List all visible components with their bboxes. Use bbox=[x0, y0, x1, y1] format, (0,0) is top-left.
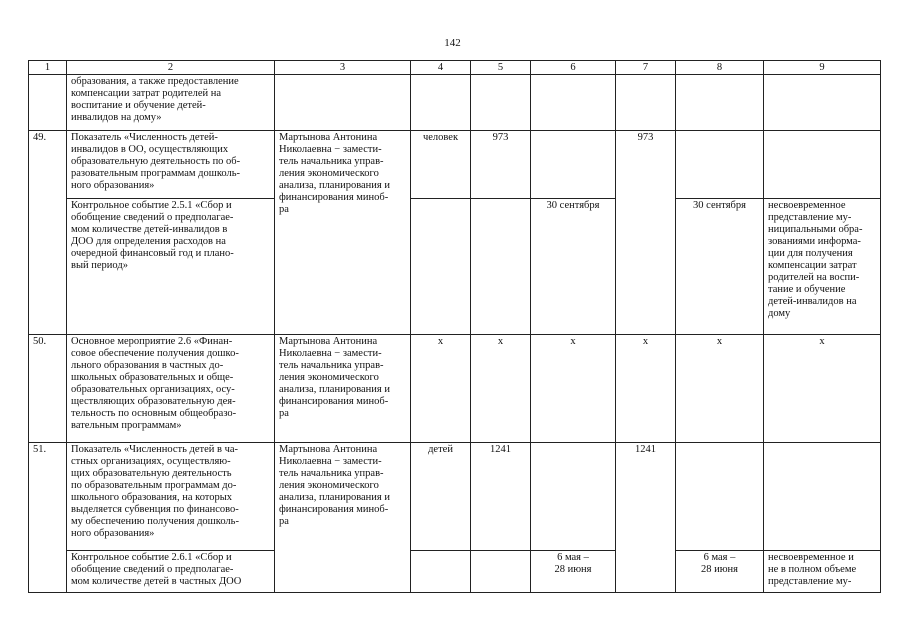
event-text: Контрольное событие 2.6.1 «Сбор и обобщение сведений о предполагае- мом количестве детей в частных ДОО bbox=[71, 552, 242, 587]
date-fact-cell bbox=[676, 131, 764, 199]
table-row bbox=[29, 131, 881, 199]
responsible-cell bbox=[275, 75, 411, 131]
plan-cell: 973 bbox=[471, 131, 531, 199]
note-cell bbox=[764, 443, 881, 551]
row-number-cell: 49. bbox=[29, 131, 67, 335]
indicator-text: Показатель «Численность детей в ча- стных организациях, осуществляю- щих образовательную деятельность по образовательным программам до- школьного образования, на которых выделяется субвенция по финансово- му обеспечению получения дошколь- ного образования» bbox=[71, 444, 239, 539]
unit-cell: человек bbox=[411, 131, 471, 199]
table-row bbox=[29, 551, 881, 593]
plan-cell bbox=[471, 199, 531, 335]
date-fact-cell bbox=[676, 443, 764, 551]
note-cell: х bbox=[764, 335, 881, 443]
date-plan-cell bbox=[531, 443, 616, 551]
header-cell: 1 bbox=[29, 61, 67, 75]
date-plan-cell: 30 сентября bbox=[531, 199, 616, 335]
date-plan-cell bbox=[531, 75, 616, 131]
date-plan-cell bbox=[531, 551, 616, 593]
plan-cell bbox=[471, 551, 531, 593]
date-fact-text: 6 мая – 28 июня bbox=[700, 552, 739, 575]
description-cell bbox=[67, 199, 275, 335]
header-cell: 5 bbox=[471, 61, 531, 75]
responsible-cell bbox=[275, 443, 411, 593]
date-fact-cell bbox=[676, 75, 764, 131]
unit-cell: х bbox=[411, 335, 471, 443]
plan-cell: х bbox=[471, 335, 531, 443]
unit-cell: детей bbox=[411, 443, 471, 551]
fact-cell: 973 bbox=[616, 131, 676, 335]
plan-cell: 1241 bbox=[471, 443, 531, 551]
description-cell bbox=[67, 131, 275, 199]
page-number: 142 bbox=[444, 37, 461, 49]
header-cell: 6 bbox=[531, 61, 616, 75]
description-text: образования, а также предоставление компенсации затрат родителей на воспитание и обучение детей- инвалидов на дому» bbox=[71, 76, 239, 123]
description-cell bbox=[67, 75, 275, 131]
responsible-text: Мартынова Антонина Николаевна − замести- тель начальника управ- ления экономического анализа, планирования и финансирования миноб- ра bbox=[279, 336, 390, 419]
date-plan-cell bbox=[531, 131, 616, 199]
header-cell: 8 bbox=[676, 61, 764, 75]
note-text: несвоевременное и не в полном объеме представление му- bbox=[768, 552, 857, 587]
header-cell: 2 bbox=[67, 61, 275, 75]
note-cell bbox=[764, 551, 881, 593]
header-cell: 9 bbox=[764, 61, 881, 75]
table-row bbox=[29, 443, 881, 551]
note-cell bbox=[764, 131, 881, 199]
date-fact-cell bbox=[676, 551, 764, 593]
description-cell bbox=[67, 335, 275, 443]
responsible-text: Мартынова Антонина Николаевна − замести- тель начальника управ- ления экономического анализа, планирования и финансирования миноб- ра bbox=[279, 444, 390, 527]
row-number-cell: 51. bbox=[29, 443, 67, 593]
header-cell: 7 bbox=[616, 61, 676, 75]
date-fact-cell: х bbox=[676, 335, 764, 443]
row-number-cell: 50. bbox=[29, 335, 67, 443]
header-cell: 4 bbox=[411, 61, 471, 75]
header-cell: 3 bbox=[275, 61, 411, 75]
table-row bbox=[29, 199, 881, 335]
fact-cell: х bbox=[616, 335, 676, 443]
description-cell bbox=[67, 551, 275, 593]
fact-cell bbox=[616, 75, 676, 131]
unit-cell bbox=[411, 551, 471, 593]
table-row bbox=[29, 335, 881, 443]
responsible-text: Мартынова Антонина Николаевна − замести- тель начальника управ- ления экономического анализа, планирования и финансирования миноб- ра bbox=[279, 132, 390, 215]
responsible-cell bbox=[275, 335, 411, 443]
note-cell bbox=[764, 75, 881, 131]
date-fact-cell: 30 сентября bbox=[676, 199, 764, 335]
unit-cell bbox=[411, 75, 471, 131]
unit-cell bbox=[411, 199, 471, 335]
note-cell bbox=[764, 199, 881, 335]
header-row bbox=[29, 61, 881, 75]
description-cell bbox=[67, 443, 275, 551]
row-number-cell bbox=[29, 75, 67, 131]
activity-text: Основное мероприятие 2.6 «Финан- совое обеспечение получения дошко- льного образования в частных до- школьных образовательных и обще- образовательных организациях, осу- ществляющих образовательную дея- тельность по основным общеобразо- вательным программам» bbox=[71, 336, 239, 431]
monitoring-table bbox=[28, 60, 881, 593]
event-text: Контрольное событие 2.5.1 «Сбор и обобщение сведений о предполагае- мом количестве детей-инвалидов в ДОО для определения расходов на очередной финансовый год и плано- вый период» bbox=[71, 200, 234, 271]
date-plan-text: 6 мая – 28 июня bbox=[554, 552, 592, 575]
date-plan-cell: х bbox=[531, 335, 616, 443]
responsible-cell bbox=[275, 131, 411, 335]
indicator-text: Показатель «Численность детей- инвалидов в ОО, осуществляющих образовательную деятельность по об- разовательным программам дошколь- ного образования» bbox=[71, 132, 241, 191]
table-row bbox=[29, 75, 881, 131]
note-text: несвоевременное представление му- ниципальными обра- зованиями информа- ции для получения компенсации затрат родителей на воспи- тание и обучение детей-инвалидов на дому bbox=[768, 200, 863, 319]
plan-cell bbox=[471, 75, 531, 131]
fact-cell: 1241 bbox=[616, 443, 676, 593]
